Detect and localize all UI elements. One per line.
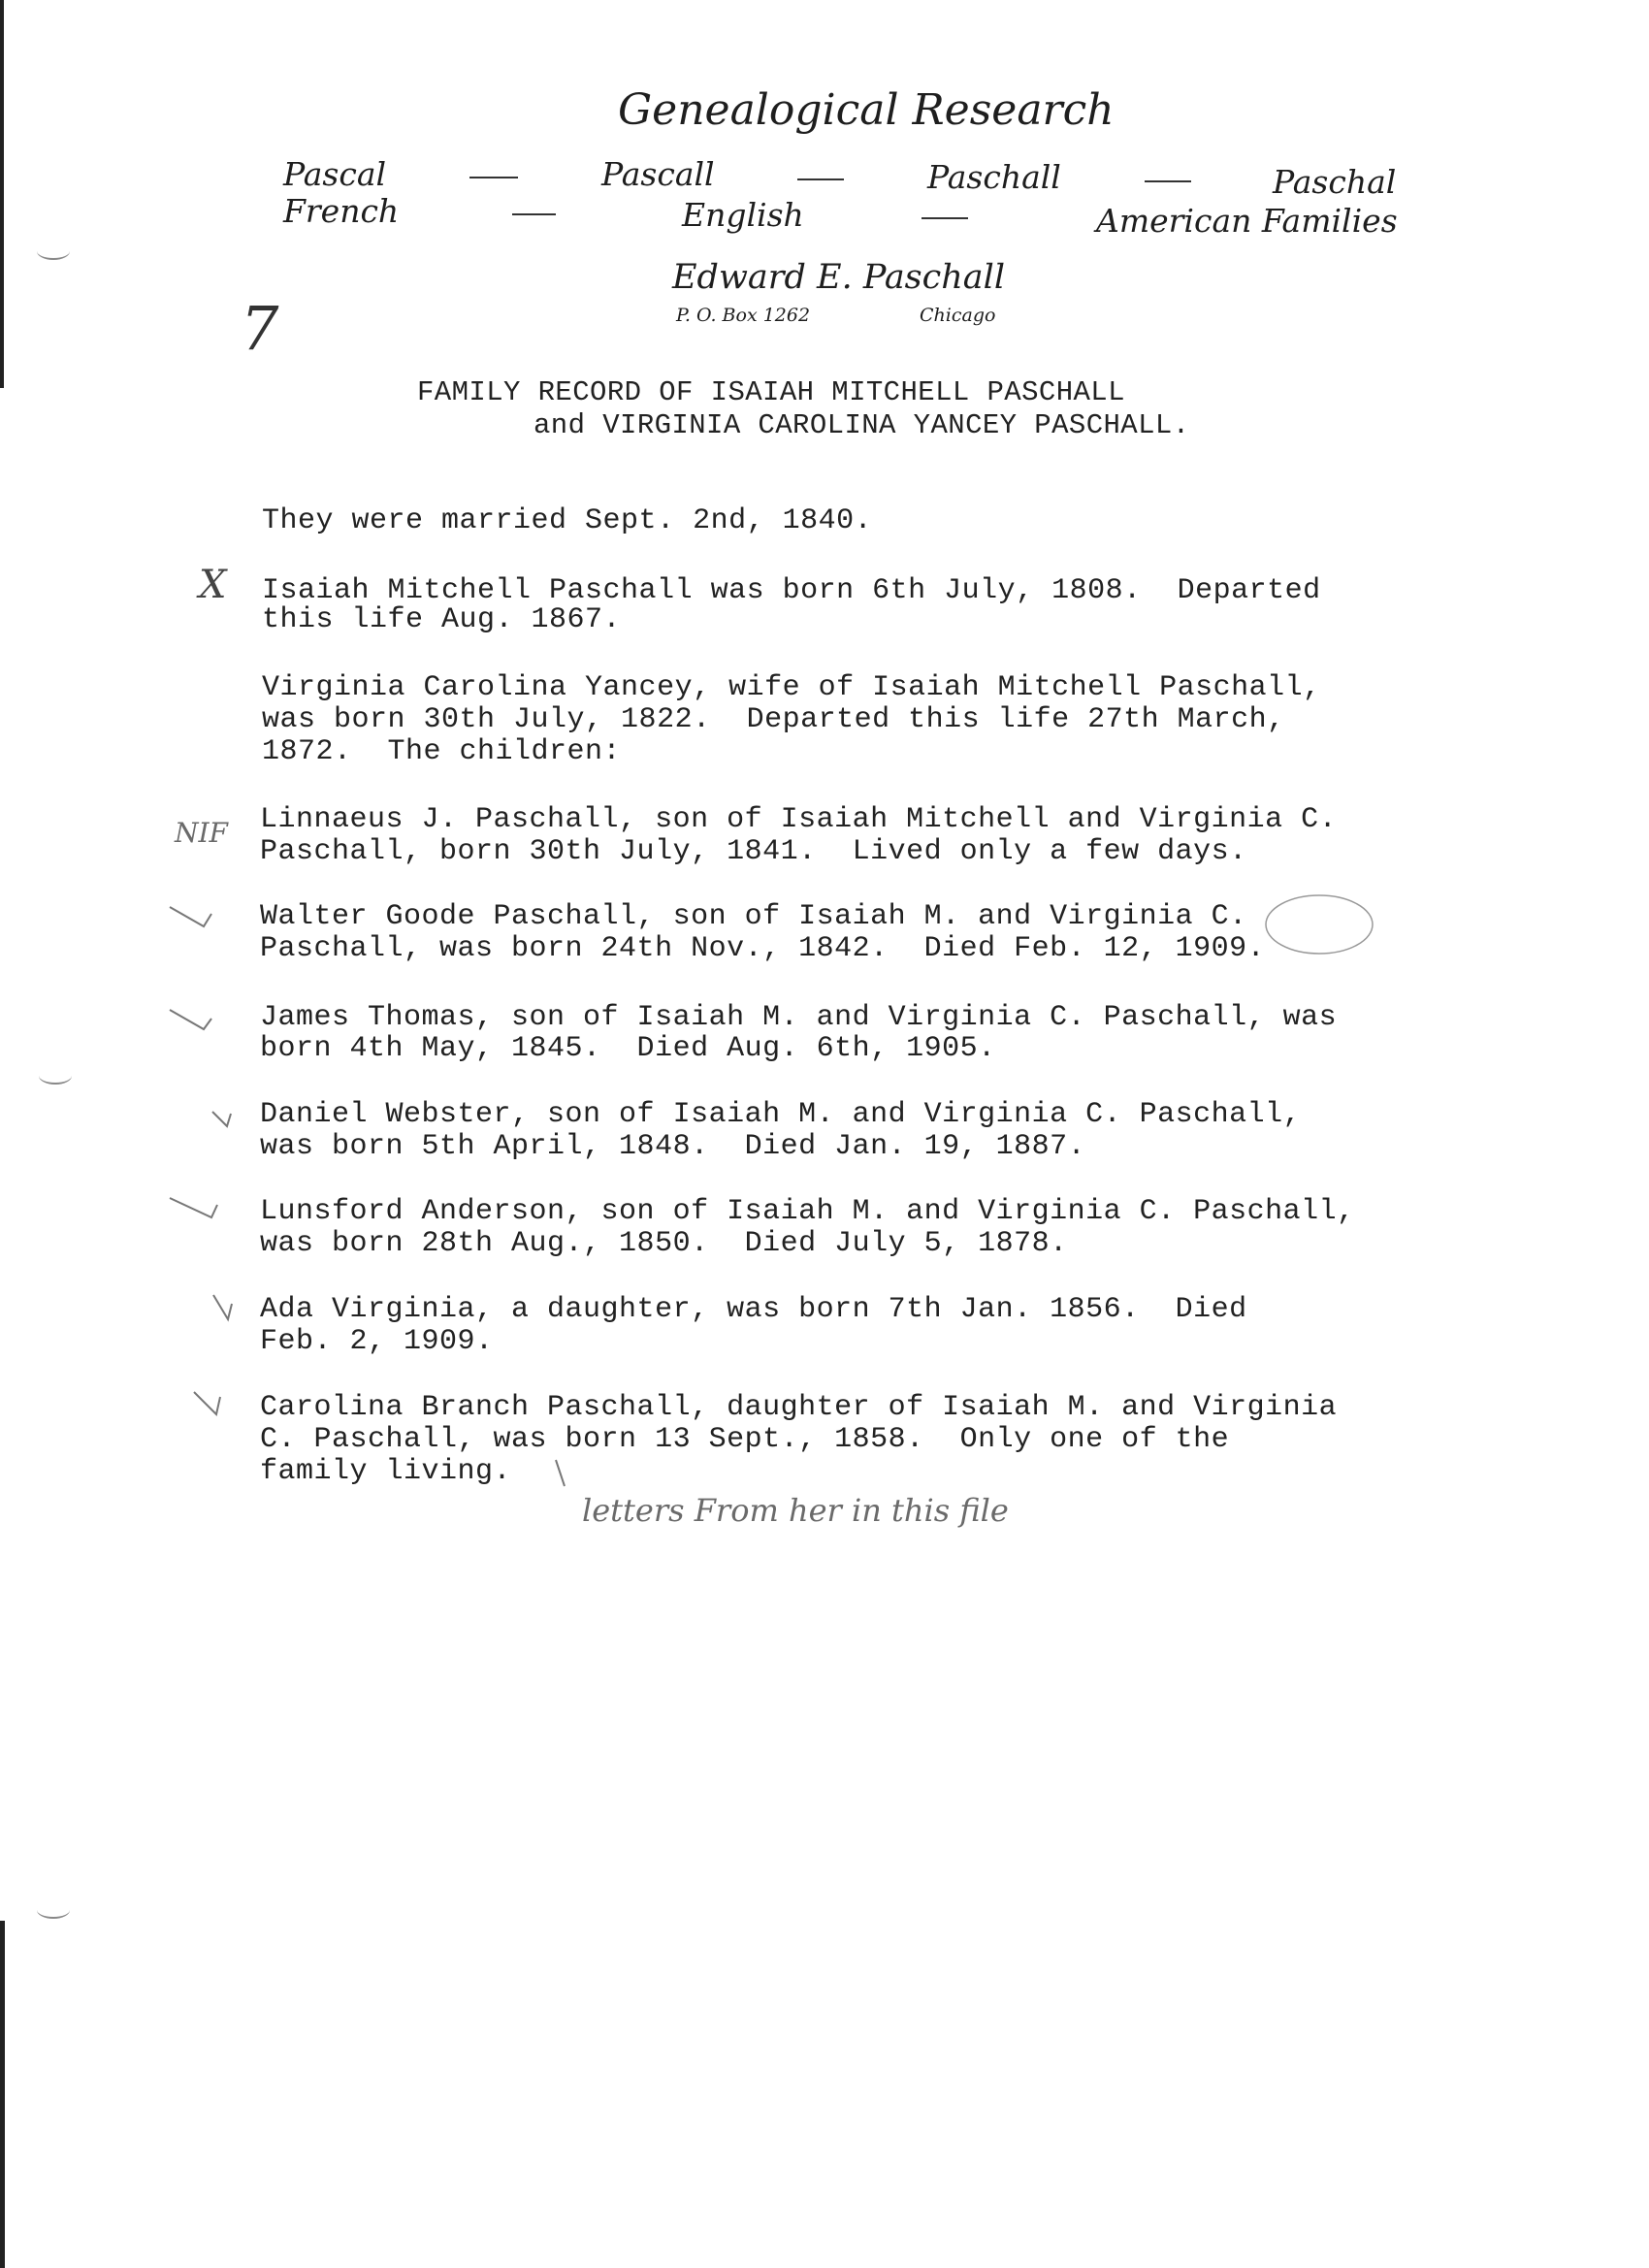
note-stroke [551,1455,570,1494]
para-line: Feb. 2, 1909. [260,1325,494,1358]
para-line: Linnaeus J. Paschall, son of Isaiah Mitchell and Virginia C. [260,803,1338,836]
punch-hole [39,1067,72,1085]
check-mark-icon [165,902,223,941]
dash-mark [922,217,968,219]
record-heading-line2: and VIRGINIA CAROLINA YANCEY PASCHALL. [534,409,1190,441]
name-paschal: Paschal [1273,163,1397,201]
check-mark-icon [189,1387,238,1426]
para-line: Walter Goode Paschall, son of Isaiah M. and Virginia C. [260,900,1247,933]
circled-date-mark [1261,891,1377,958]
nif-mark: NIF [175,817,228,849]
para-line: They were married Sept. 2nd, 1840. [262,504,873,537]
para-line: Daniel Webster, son of Isaiah M. and Virginia C. Paschall, [260,1098,1302,1131]
record-heading-line1: FAMILY RECORD OF ISAIAH MITCHELL PASCHALL [417,376,1125,408]
para-line: Carolina Branch Paschall, daughter of Isaiah M. and Virginia [260,1391,1338,1424]
para-line: Lunsford Anderson, son of Isaiah M. and Virginia C. Paschall, [260,1195,1355,1228]
name-pascal: Pascal [283,155,387,193]
punch-hole [37,1901,70,1919]
para-line: was born 28th Aug., 1850. Died July 5, 1878. [260,1227,1068,1260]
para-line: 1872. The children: [262,735,622,768]
origin-french: French [283,192,400,230]
check-mark-icon [208,1102,246,1141]
para-line: James Thomas, son of Isaiah M. and Virginia C. Paschall, was [260,1001,1338,1034]
para-line: Paschall, was born 24th Nov., 1842. Died Feb. 12, 1909. [260,932,1266,965]
para-line: was born 5th April, 1848. Died Jan. 19, 1887. [260,1130,1086,1163]
punch-hole [37,243,70,260]
dash-mark [1145,180,1191,182]
para-line: Ada Virginia, a daughter, was born 7th Jan. 1856. Died [260,1293,1247,1326]
letterhead-title: Genealogical Research [618,85,1115,135]
author-name: Edward E. Paschall [672,258,1006,297]
para-line: C. Paschall, was born 13 Sept., 1858. Only one of the [260,1423,1230,1456]
scan-edge [0,1921,5,2268]
scan-edge [0,0,4,388]
dash-mark [512,213,556,215]
check-mark-icon [209,1290,247,1329]
para-line: was born 30th July, 1822. Departed this life 27th March, [262,703,1285,736]
name-pascall: Pascall [601,155,715,193]
dash-mark [469,177,518,178]
name-paschall: Paschall [927,158,1061,196]
po-box: P. O. Box 1262 [676,305,811,326]
check-mark-icon [165,1193,233,1232]
para-line: this life Aug. 1867. [262,603,622,636]
page-number: 7 [241,293,279,364]
x-mark: X [199,563,227,607]
para-line: Paschall, born 30th July, 1841. Lived only a few days. [260,835,1247,868]
dash-mark [797,178,844,180]
city: Chicago [920,305,996,326]
check-mark-icon [165,1005,223,1044]
para-line: Isaiah Mitchell Paschall was born 6th July, 1808. Departed [262,574,1321,607]
para-line: family living. [260,1455,512,1488]
para-line: Virginia Carolina Yancey, wife of Isaiah Mitchell Paschall, [262,671,1321,704]
handwritten-note: letters From her in this file [582,1492,1009,1529]
origin-american-families: American Families [1096,202,1398,240]
para-line: born 4th May, 1845. Died Aug. 6th, 1905. [260,1032,996,1065]
origin-english: English [682,196,804,234]
